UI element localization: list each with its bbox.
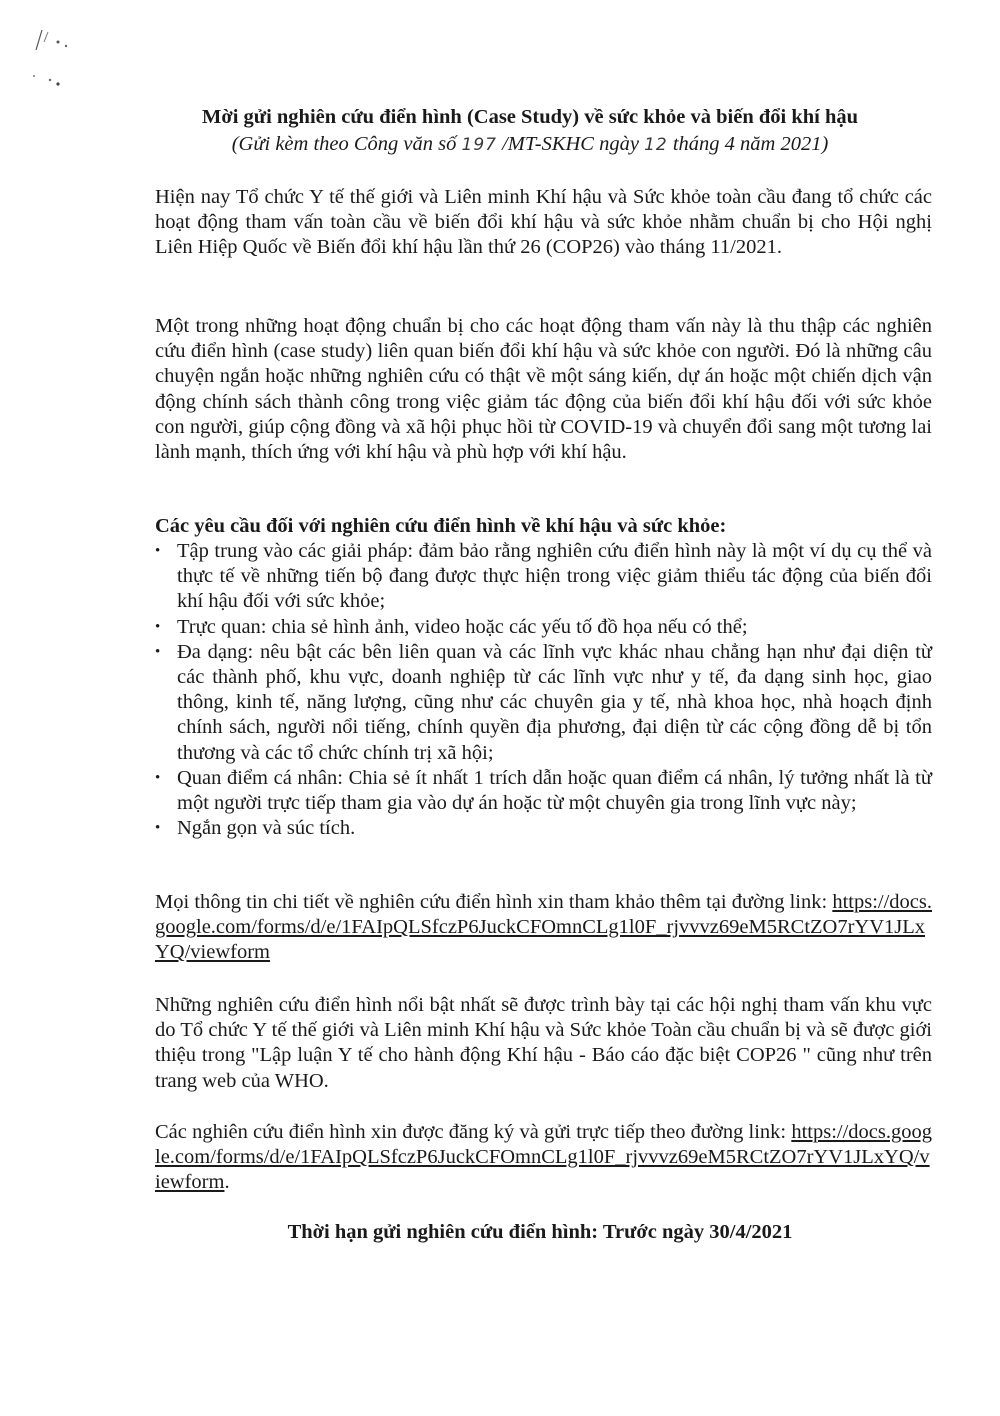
bullet-icon: • bbox=[155, 643, 161, 660]
submission-paragraph bbox=[155, 1120, 932, 1196]
bullet-icon: • bbox=[155, 769, 161, 786]
details-form-link[interactable]: https://docs.google.com/forms/d/e/1FAIpQLSfczP6JuckCFOmnCLg1l0F_rjvvvz69eM5RCtZO7rYV1JLxYQ/viewform bbox=[155, 891, 932, 964]
subtitle-suffix: tháng 4 năm 2021) bbox=[667, 133, 829, 155]
requirement-text: Ngắn gọn và súc tích. bbox=[177, 817, 356, 840]
requirement-text: Đa dạng: nêu bật các bên liên quan và các lĩnh vực khác nhau chẳng hạn như đại diện từ các thành phố, khu vực, doanh nghiệp từ các lĩnh vực như y tế, đa dạng sinh học, giao thông, kinh tế, năng lượng, cũng như các chuyên gia y tế, nhà khoa học, nhà hoạch định chính sách, người nổi tiếng, chính quyền địa phương, đại diện từ các cộng đồng dễ bị tổn thương và các tổ chức chính trị xã hội; bbox=[177, 640, 932, 764]
subtitle-middle: /MT-SKHC ngày bbox=[496, 133, 645, 155]
list-item bbox=[155, 615, 932, 640]
scan-artifact-marks bbox=[28, 22, 88, 102]
bullet-icon: • bbox=[155, 618, 161, 635]
submission-text: Các nghiên cứu điển hình xin được đăng ký và gửi trực tiếp theo đường link: bbox=[155, 1121, 792, 1143]
list-item bbox=[155, 640, 932, 766]
list-item bbox=[155, 539, 932, 615]
requirement-text: Quan điểm cá nhân: Chia sẻ ít nhất 1 trích dẫn hoặc quan điểm cá nhân, lý tưởng nhất là từ một người trực tiếp tham gia vào dự án hoặc từ một chuyên gia trong lĩnh vực này; bbox=[177, 766, 932, 815]
details-paragraph bbox=[155, 890, 932, 966]
list-item bbox=[155, 766, 932, 816]
requirement-text: Tập trung vào các giải pháp: đảm bảo rằng nghiên cứu điển hình này là một ví dụ cụ thể và thực tế về những tiến bộ đang được thực hiện trong việc giảm thiểu tác động của biến đổi khí hậu đối với sức khỏe; bbox=[177, 540, 932, 613]
intro-paragraph: Hiện nay Tổ chức Y tế thế giới và Liên minh Khí hậu và Sức khỏe toàn cầu đang tổ chức các hoạt động tham vấn toàn cầu về biến đổi khí hậu và sức khỏe nhằm chuẩn bị cho Hội nghị Liên Hiệp Quốc về Biến đổi khí hậu lần thứ 26 (COP26) vào tháng 11/2021. bbox=[155, 186, 932, 259]
case-study-description-paragraph: Một trong những hoạt động chuẩn bị cho các hoạt động tham vấn này là thu thập các nghiên cứu điển hình (case study) liên quan biến đổi khí hậu và sức khỏe con người. Đó là những câu chuyện ngắn hoặc những nghiên cứu có thật về một sáng kiến, dự án hoặc một chiến dịch vận động chính sách thành công trong việc giảm tác động của biến đổi khí hậu đối với sức khỏe con người, giúp cộng đồng và xã hội phục hồi từ COVID-19 và chuyển đổi sang một tương lai lành mạnh, thích ứng với khí hậu và phù hợp với khí hậu. bbox=[155, 315, 932, 464]
requirement-text: Trực quan: chia sẻ hình ảnh, video hoặc các yếu tố đồ họa nếu có thể; bbox=[177, 615, 748, 638]
submission-end: . bbox=[224, 1171, 230, 1194]
document-subtitle bbox=[120, 131, 940, 159]
presentation-paragraph: Những nghiên cứu điển hình nổi bật nhất sẽ được trình bày tại các hội nghị tham vấn khu vực do Tổ chức Y tế thế giới và Liên minh Khí hậu và Sức khỏe Toàn cầu chuẩn bị và sẽ được giới thiệu trong "Lập luận Y tế cho hành động Khí hậu - Báo cáo đặc biệt COP26 " cũng như trên trang web của WHO. bbox=[155, 994, 932, 1092]
subtitle-prefix: (Gửi kèm theo Công văn số bbox=[231, 133, 462, 155]
requirements-heading: Các yêu cầu đối với nghiên cứu điển hình về khí hậu và sức khỏe: bbox=[155, 515, 727, 537]
document-title: Mời gửi nghiên cứu điển hình (Case Study) về sức khỏe và biến đổi khí hậu bbox=[202, 106, 858, 128]
requirements-list bbox=[155, 539, 932, 841]
details-text: Mọi thông tin chi tiết về nghiên cứu điển hình xin tham khảo thêm tại đường link: bbox=[155, 891, 833, 913]
bullet-icon: • bbox=[155, 543, 161, 559]
list-item bbox=[155, 816, 932, 841]
handwritten-day: 12 bbox=[644, 135, 668, 155]
submission-form-link[interactable]: https://docs.google.com/forms/d/e/1FAIpQLSfczP6JuckCFOmnCLg1l0F_rjvvvz69eM5RCtZO7rYV1JLxYQ/viewform bbox=[155, 1121, 932, 1194]
handwritten-document-number: 197 bbox=[461, 135, 497, 155]
deadline-statement: Thời hạn gửi nghiên cứu điển hình: Trước ngày 30/4/2021 bbox=[287, 1221, 793, 1243]
bullet-icon: • bbox=[155, 820, 161, 837]
